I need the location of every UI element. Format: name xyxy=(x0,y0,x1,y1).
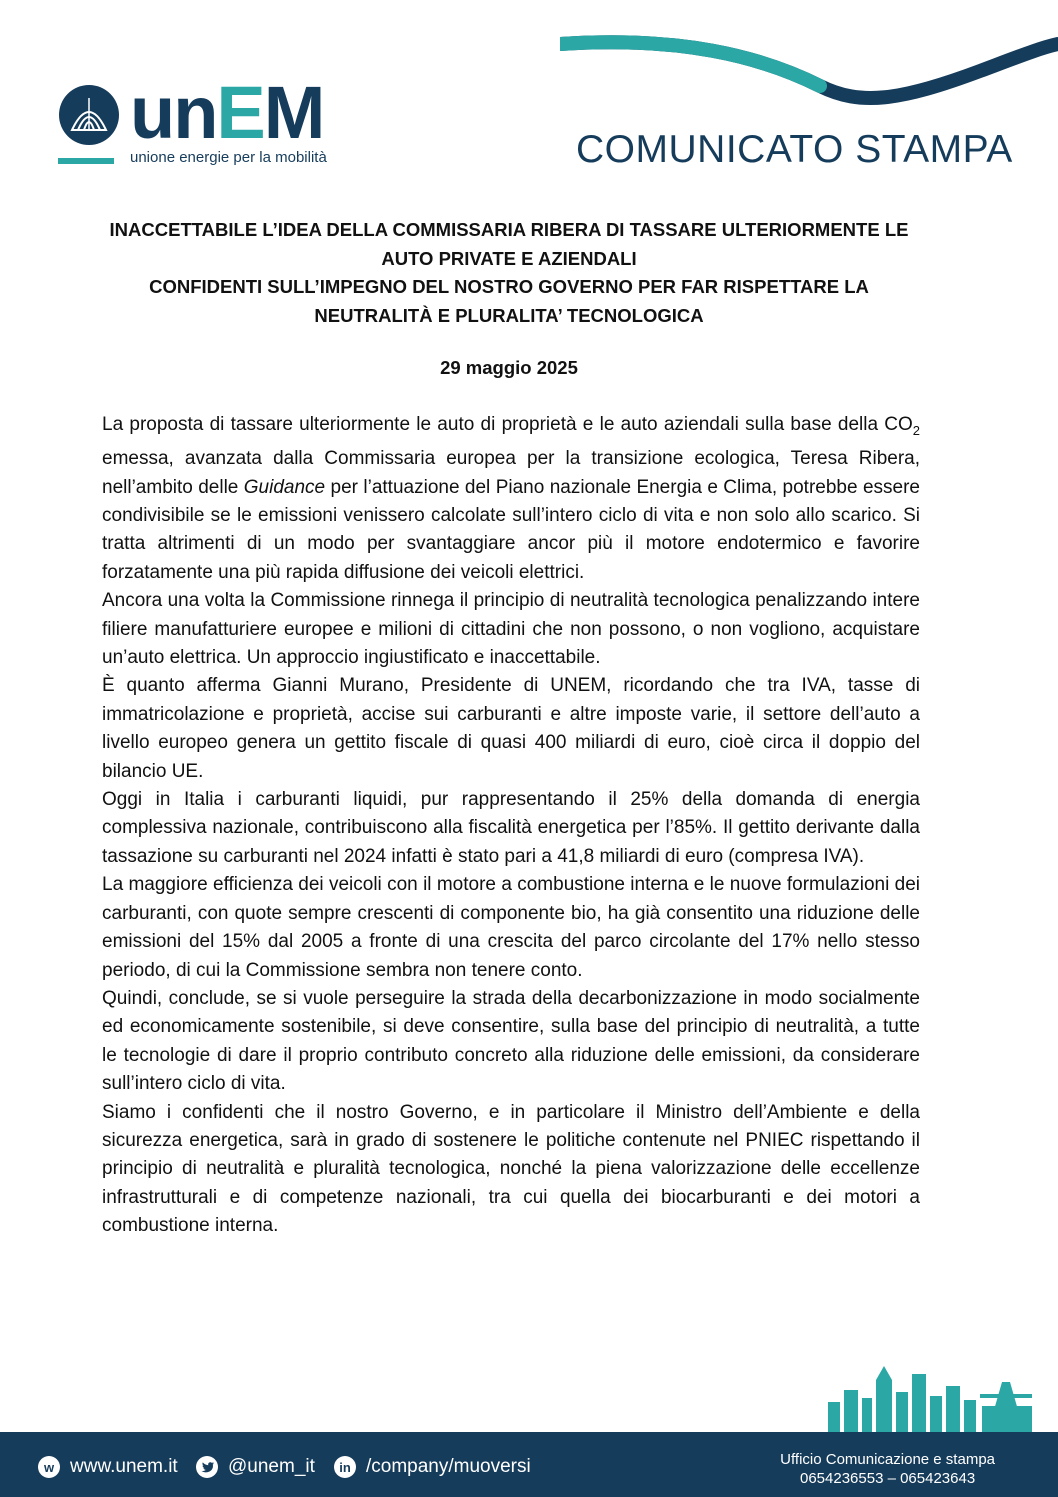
paragraph: Quindi, conclude, se si vuole perseguire la strada della decarbonizzazione in modo socialmente ed economicamente sostenibile, si deve consentire, sulla base del principio di neutralità, a tutte le tecnologie di dare il proprio contributo concreto alla riduzione delle emissioni, da considerare sull’intero ciclo di vita. xyxy=(102,987,920,1095)
footer xyxy=(0,1432,1058,1497)
headline-line: NEUTRALITÀ E PLURALITA’ TECNOLOGICA xyxy=(314,304,704,326)
release-date: 29 maggio 2025 xyxy=(440,357,578,378)
press-release-label: COMUNICATO STAMPA xyxy=(576,128,1013,171)
paragraph: Siamo i confidenti che il nostro Governo, e in particolare il Ministro dell’Ambiente e della sicurezza energetica, sarà in grado di sostenere le politiche contenute nel PNIEC rispettando il principio di neutralità e pluralità tecnologica, nonché la piena valorizzazione delle eccellenze infrastrutturali e di competenze nazionali, tra cui quella dei biocarburanti e dei motori a combustione interna. xyxy=(102,1101,920,1237)
header-wave-decoration xyxy=(560,26,1058,126)
linkedin-icon: in xyxy=(334,1456,356,1478)
unem-emblem-icon xyxy=(58,84,120,146)
unem-logo xyxy=(58,71,378,174)
web-icon: w xyxy=(38,1456,60,1478)
headline-line: CONFIDENTI SULL’IMPEGNO DEL NOSTRO GOVERNO PER FAR RISPETTARE LA xyxy=(149,276,869,297)
headline-line: AUTO PRIVATE E AZIENDALI xyxy=(381,247,637,269)
press-office-name: Ufficio Comunicazione e stampa xyxy=(780,1451,995,1468)
logo-accent-bar xyxy=(58,158,114,164)
press-office-phones: 0654236553 – 065423643 xyxy=(799,1470,976,1487)
paragraph: È quanto afferma Gianni Murano, Presidente di UNEM, ricordando che tra IVA, tasse di immatricolazione e proprietà, accise sui carburanti e altre imposte varie, il settore dell’auto a livello europeo genera un gettito fiscale di quasi 400 miliardi di euro, cioè circa il doppio del bilancio UE. xyxy=(102,675,920,782)
paragraph: Ancora una volta la Commissione rinnega il principio di neutralità tecnologica penalizzando intere filiere manufatturiere europee e milioni di cittadini che non possono, o non vogliono, acquistare un’auto elettrica. Un approccio ingiustificato e inaccettabile. xyxy=(102,590,920,669)
twitter-bird-icon xyxy=(196,1456,218,1478)
unem-wordmark: unEM xyxy=(130,71,324,154)
paragraph: La maggiore efficienza dei veicoli con il motore a combustione interna e le nuove formulazioni dei carburanti, con quote sempre crescenti di componente bio, ha già consentito una riduzione delle emissioni del 15% dal 2005 a fronte di una crescita del parco circolante del 17% nello stesso periodo, di cui la Commissione sembra non tenere conto. xyxy=(102,874,920,981)
headline-line: INACCETTABILE L’IDEA DELLA COMMISSARIA RIBERA DI TASSARE ULTERIORMENTE LE xyxy=(109,219,909,240)
paragraph: La proposta di tassare ulteriormente le auto di proprietà e le auto aziendali sulla base della $CO_2$ emessa, avanzata dalla Commissaria europea per la transizione ecologica, Teresa Ribera, nell’ambito delle Guidance per l’attuazione del Piano nazionale Energia e Clima, potrebbe essere condivisibile se le emissioni venissero calcolate sull’intero ciclo di vita e non solo allo scarico. Si tratta altrimenti di un modo per svantaggiare ancor più il motore endotermico e favorire forzatamente una più rapida diffusione dei veicoli elettrici. xyxy=(102,414,920,583)
headline xyxy=(96,216,922,330)
linkedin-link[interactable]: in /company/muoversi xyxy=(334,1454,531,1480)
press-office-contact xyxy=(780,1450,995,1488)
website-link[interactable]: w www.unem.it xyxy=(38,1454,178,1480)
logo-tagline: unione energie per la mobilità xyxy=(130,149,327,166)
city-skyline-icon xyxy=(826,1362,1036,1434)
article-body xyxy=(102,411,920,1241)
paragraph: Oggi in Italia i carburanti liquidi, pur rappresentando il 25% della domanda di energia complessiva nazionale, contribuiscono alla fiscalità energetica per l’85%. Il gettito derivante dalla tassazione su carburanti nel 2024 infatti è stato pari a 41,8 miliardi di euro (compresa IVA). xyxy=(102,789,920,867)
twitter-link[interactable]: @unem_it xyxy=(196,1454,315,1480)
